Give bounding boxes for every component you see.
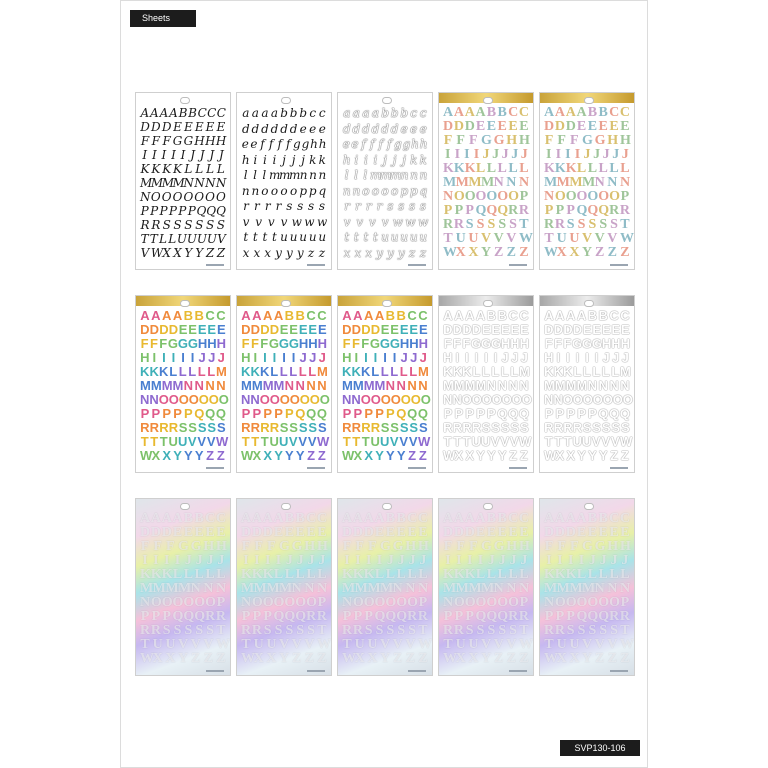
sticker-row: R R R R S S S S S xyxy=(544,420,630,435)
sticker-row: K K K L L L L L M xyxy=(241,364,328,379)
sticker-row: K K K L L L L L xyxy=(140,567,226,582)
brand-mark xyxy=(610,264,628,266)
sticker-row: P P P Q Q Q R R xyxy=(342,609,429,624)
sticker-row: W X X Y Y Y Z Z xyxy=(140,448,225,463)
sticker-letters xyxy=(140,308,229,463)
sticker-row: D D D D E E E E E xyxy=(140,322,226,337)
sticker-row: P P P Q Q Q R R xyxy=(241,609,328,624)
sticker-letters xyxy=(342,308,431,463)
sticker-row: K K K L L L L L xyxy=(443,567,529,582)
brand-mark xyxy=(206,670,224,672)
sticker-sheet[interactable] xyxy=(135,295,231,473)
sticker-row: R R S S S S S T xyxy=(443,217,529,232)
sticker-row: H I I I I I J J J xyxy=(544,350,629,365)
sticker-row: e e f f f f g g h h xyxy=(241,137,327,152)
sticker-row: R R R R S S S S S xyxy=(443,420,529,435)
sticker-row: D D D E E E E E xyxy=(140,525,226,540)
sticker-row: l l l m m m n n n xyxy=(243,168,327,183)
sticker-row: N N O O O O O O O xyxy=(443,392,532,407)
sticker-row: W X X Y Z Z Z xyxy=(544,651,630,666)
sticker-row: K K K L L L L L M xyxy=(342,364,429,379)
sticker-sheet[interactable] xyxy=(337,92,433,270)
sticker-letters xyxy=(342,511,432,666)
sticker-row: F F F G G H H xyxy=(544,539,631,554)
sticker-row: R R S S S S S T xyxy=(140,623,226,638)
sticker-row: I I I I J J J J J xyxy=(546,147,629,162)
hang-hole xyxy=(483,97,493,104)
sticker-row: A A A A B B C C xyxy=(342,511,429,526)
sticker-letters xyxy=(241,511,331,666)
sticker-row: F F F G G G H H H xyxy=(241,336,328,351)
sticker-row: W X X Y Z Z Z xyxy=(443,245,529,260)
sticker-row: A A A A B B C C xyxy=(140,308,226,323)
sticker-row: K K K L L L L L xyxy=(544,567,630,582)
sticker-letters xyxy=(140,106,226,260)
sticker-row: F F F G G H H xyxy=(241,539,328,554)
sticker-row: x x x y y y z z xyxy=(343,245,427,260)
sticker-row: A A A A B B C C xyxy=(544,105,631,120)
sticker-sheet[interactable] xyxy=(236,498,332,676)
sticker-row: W X X Y Y Y Z Z xyxy=(342,448,427,463)
sticker-row: P P P P P Q Q Q xyxy=(443,406,530,421)
sticker-row: M M M M N N N N xyxy=(342,378,428,393)
sticker-row: K K K L L L L L M xyxy=(140,364,227,379)
sticker-sheet[interactable] xyxy=(337,498,433,676)
sticker-row: I I I I J J J J J xyxy=(445,147,528,162)
sticker-row: F F F G G H H xyxy=(544,133,631,148)
sticker-row: M M M M N N N xyxy=(443,581,530,596)
sticker-row: I I I I I J J J J xyxy=(142,148,224,162)
hang-hole xyxy=(584,97,594,104)
sticker-row: F F F G G H H xyxy=(443,539,530,554)
sticker-row: K K K K L L L L xyxy=(140,162,225,176)
brand-mark xyxy=(509,467,527,469)
sticker-sheet[interactable] xyxy=(438,92,534,270)
sticker-row: M M M M N N N xyxy=(443,175,530,190)
sticker-row: T U U V V V W xyxy=(241,637,331,652)
sticker-row: T T T U U V V V W xyxy=(241,434,330,449)
sticker-row: v v v v w w w xyxy=(242,214,328,229)
sticker-row: P P P P P Q Q Q xyxy=(342,406,429,421)
sticker-letters xyxy=(241,106,327,260)
sticker-row: F F F G G H H xyxy=(443,133,530,148)
brand-mark xyxy=(509,264,527,266)
section-label: Sheets xyxy=(130,10,196,27)
sticker-row: W X X Y Z Z Z xyxy=(241,651,327,666)
sticker-row: P P P P P Q Q Q xyxy=(544,406,631,421)
sticker-row: r r r r s s s s xyxy=(344,199,426,214)
sticker-row: l l l m m m n n n xyxy=(344,168,428,183)
sticker-row: M M M M N N N N xyxy=(443,378,529,393)
sticker-row: h i i i j j j k k xyxy=(342,152,427,167)
sticker-letters xyxy=(342,106,428,260)
sticker-row: R R S S S S S S xyxy=(140,218,226,232)
sticker-row: W X X Y Y Y Z Z xyxy=(544,448,629,463)
sticker-row: N O O O O O O P xyxy=(544,189,630,204)
sticker-row: W X X Y Z Z Z xyxy=(140,651,226,666)
sticker-sheet[interactable] xyxy=(236,295,332,473)
sticker-letters xyxy=(241,308,330,463)
hang-hole xyxy=(180,97,190,104)
sticker-row: N N O O O O O O O xyxy=(342,392,431,407)
sticker-row: W X X Y Y Y Z Z xyxy=(241,448,326,463)
sticker-row: x x x y y y z z xyxy=(242,245,326,260)
hang-hole xyxy=(180,503,190,510)
sticker-row: h i i i j j j k k xyxy=(241,152,326,167)
brand-mark xyxy=(307,467,325,469)
sticker-row: M M M M N N N N xyxy=(544,378,630,393)
sticker-row: W X X Y Z Z Z xyxy=(443,651,529,666)
hang-hole xyxy=(180,300,190,307)
sticker-row: a a a a b b b c c xyxy=(242,106,326,120)
brand-mark xyxy=(206,264,224,266)
sticker-row: H I I I I I J J J xyxy=(140,350,225,365)
hang-hole xyxy=(584,300,594,307)
sticker-row: R R R R S S S S S xyxy=(342,420,428,435)
sticker-row: A A A A B B C C xyxy=(443,308,529,323)
sticker-row: F F F G G G H H H xyxy=(443,336,530,351)
sticker-row: K K K L L L L L xyxy=(342,567,428,582)
sticker-row: T U U V V V W xyxy=(443,637,533,652)
sticker-row: D D D D E E E E E xyxy=(443,322,529,337)
sticker-row: T U U V V V W xyxy=(544,231,634,246)
sticker-row: M M M M N N N N xyxy=(140,176,227,190)
sticker-row: N O O O O O O P xyxy=(544,595,630,610)
brand-mark xyxy=(408,467,426,469)
sticker-row: P P P P P Q Q Q xyxy=(140,406,227,421)
sticker-row: M M M M N N N N xyxy=(140,378,226,393)
sticker-row: A A A A B B C C C xyxy=(140,106,226,120)
sticker-row: T T T U U V V V W xyxy=(140,434,229,449)
sticker-row: P P P P P P Q Q Q xyxy=(140,204,226,218)
sticker-row: K K K L L L L L xyxy=(443,161,529,176)
sticker-row: H I I I I I J J J xyxy=(342,350,427,365)
sticker-row: D D D E E E E E xyxy=(443,119,529,134)
sticker-row: P P P Q Q Q R R xyxy=(443,203,530,218)
sticker-row: T U U V V V W xyxy=(544,637,634,652)
sticker-row: t t t t u u u u u xyxy=(344,230,428,245)
sticker-row: M M M M N N N xyxy=(544,581,631,596)
sticker-sheet[interactable] xyxy=(438,498,534,676)
sticker-row: H I I I I I J J J xyxy=(443,350,528,365)
sticker-row: M M M M N N N xyxy=(241,581,328,596)
sticker-row: A A A A B B C C xyxy=(544,308,630,323)
sticker-row: D D D E E E E E xyxy=(140,120,226,134)
sticker-row: N N O O O O O O O xyxy=(544,392,633,407)
sticker-row: A A A A B B C C xyxy=(342,308,428,323)
brand-mark xyxy=(610,670,628,672)
sticker-row: K K K L L L L L xyxy=(241,567,327,582)
sticker-row: K K K L L L L L M xyxy=(544,364,631,379)
sticker-row: P P P Q Q Q R R xyxy=(443,609,530,624)
sticker-row: A A A A B B C C xyxy=(140,511,227,526)
sticker-letters xyxy=(140,511,230,666)
sticker-row: F F F G G H H H xyxy=(140,134,227,148)
hang-hole xyxy=(483,300,493,307)
sticker-row: D D D E E E E E xyxy=(342,525,428,540)
sticker-row: d d d d d d e e e xyxy=(241,121,326,136)
sticker-letters xyxy=(443,308,532,463)
sticker-row: F F F G G G H H H xyxy=(342,336,429,351)
sticker-row: N O O O O O O P xyxy=(241,595,327,610)
sticker-row: D D D D E E E E E xyxy=(241,322,327,337)
sticker-row: n n o o o o p p q xyxy=(342,183,428,198)
sticker-sheet-grid xyxy=(135,92,635,676)
sticker-row: T T T U U V V V W xyxy=(342,434,431,449)
sticker-row: V W X X Y Y Z Z xyxy=(140,246,226,260)
sticker-row: I I I I J J J J xyxy=(243,553,326,568)
brand-mark xyxy=(307,670,325,672)
sticker-letters xyxy=(443,105,533,260)
sticker-row: R R S S S S S T xyxy=(544,217,630,232)
sticker-row: N O O O O O O P xyxy=(443,189,529,204)
sticker-row: F F F G G G H H H xyxy=(544,336,631,351)
sticker-row: d d d d d d e e e xyxy=(342,121,427,136)
sticker-row: T T L L U U U U V xyxy=(140,232,226,246)
sticker-row: A A A A B B C C xyxy=(241,308,327,323)
sticker-row: M M M M N N N xyxy=(342,581,429,596)
sticker-row: I I I I J J J J xyxy=(445,553,528,568)
sticker-row: W X X Y Z Z Z xyxy=(544,245,630,260)
sticker-row: N O O O O O O P xyxy=(342,595,428,610)
sticker-row: R R S S S S S T xyxy=(443,623,529,638)
sticker-row: T U U V V V W xyxy=(140,637,230,652)
hang-hole xyxy=(281,503,291,510)
sticker-row: N O O O O O O P xyxy=(140,595,226,610)
sticker-row: t t t t u u u u u xyxy=(243,230,327,245)
sticker-row: K K K L L L L L xyxy=(544,161,630,176)
sticker-sheet[interactable] xyxy=(539,92,635,270)
sticker-sheet[interactable] xyxy=(539,498,635,676)
sticker-row: D D D D E E E E E xyxy=(342,322,428,337)
hang-hole xyxy=(584,503,594,510)
sticker-sheet[interactable] xyxy=(539,295,635,473)
brand-mark xyxy=(307,264,325,266)
sticker-row: F F F G G H H xyxy=(342,539,429,554)
brand-mark xyxy=(206,467,224,469)
hang-hole xyxy=(483,503,493,510)
sticker-sheet[interactable] xyxy=(337,295,433,473)
sticker-row: D D D E E E E E xyxy=(241,525,327,540)
sticker-row: N N O O O O O O O xyxy=(241,392,330,407)
sticker-row: P P P Q Q Q R R xyxy=(544,609,631,624)
sticker-row: D D D E E E E E xyxy=(544,119,630,134)
sticker-letters xyxy=(544,308,633,463)
sticker-row: N O O O O O O P xyxy=(443,595,529,610)
sticker-row: R R S S S S S T xyxy=(241,623,327,638)
sticker-row: I I I I J J J J xyxy=(546,553,629,568)
brand-mark xyxy=(408,264,426,266)
sticker-sheet[interactable] xyxy=(135,498,231,676)
sticker-row: H I I I I I J J J xyxy=(241,350,326,365)
sticker-row: T U U V V V W xyxy=(342,637,432,652)
sticker-row: A A A A B B C C xyxy=(241,511,328,526)
brand-mark xyxy=(509,670,527,672)
sticker-row: R R R R S S S S S xyxy=(241,420,327,435)
sticker-row: P P P Q Q Q R R xyxy=(140,609,227,624)
sticker-row: N O O O O O O O xyxy=(140,190,226,204)
sticker-row: I I I I J J J J xyxy=(344,553,427,568)
sticker-sheet[interactable] xyxy=(135,92,231,270)
sticker-row: F F F G G H H xyxy=(140,539,227,554)
hang-hole xyxy=(382,503,392,510)
hang-hole xyxy=(382,300,392,307)
sticker-row: T U U V V V W xyxy=(443,231,533,246)
sticker-row: R R R R S S S S S xyxy=(140,420,226,435)
sticker-row: R R S S S S S T xyxy=(342,623,428,638)
brand-mark xyxy=(610,467,628,469)
sticker-row: T T T U U V V V W xyxy=(443,434,532,449)
sticker-row: M M M M N N N xyxy=(544,175,631,190)
sticker-row: n n o o o o p p q xyxy=(241,183,327,198)
hang-hole xyxy=(281,97,291,104)
sticker-row: A A A A B B C C xyxy=(443,105,530,120)
brand-mark xyxy=(408,670,426,672)
sticker-row: A A A A B B C C xyxy=(443,511,530,526)
sticker-row: N N O O O O O O O xyxy=(140,392,229,407)
sticker-row: A A A A B B C C xyxy=(544,511,631,526)
hang-hole xyxy=(382,97,392,104)
sticker-row: K K K L L L L L M xyxy=(443,364,530,379)
sticker-letters xyxy=(544,105,634,260)
sticker-row: D D D D E E E E E xyxy=(544,322,630,337)
sticker-row: r r r r s s s s xyxy=(243,199,325,214)
sticker-row: P P P P P Q Q Q xyxy=(241,406,328,421)
sticker-letters xyxy=(544,511,634,666)
sticker-row: M M M M N N N xyxy=(140,581,227,596)
sticker-row: v v v v w w w xyxy=(343,214,429,229)
sticker-row: T T T U U V V V W xyxy=(544,434,633,449)
sticker-sheet[interactable] xyxy=(438,295,534,473)
product-code: SVP130-106 xyxy=(560,740,640,756)
sticker-sheet[interactable] xyxy=(236,92,332,270)
sticker-row: e e f f f f g g h h xyxy=(342,137,428,152)
sticker-row: W X X Y Y Y Z Z xyxy=(443,448,528,463)
sticker-row: a a a a b b b c c xyxy=(343,106,427,120)
sticker-row: W X X Y Z Z Z xyxy=(342,651,428,666)
hang-hole xyxy=(281,300,291,307)
sticker-row: F F F G G G H H H xyxy=(140,336,227,351)
sticker-row: P P P Q Q Q R R xyxy=(544,203,631,218)
sticker-row: D D D E E E E E xyxy=(443,525,529,540)
sticker-row: M M M M N N N N xyxy=(241,378,327,393)
sticker-letters xyxy=(443,511,533,666)
sticker-row: R R S S S S S T xyxy=(544,623,630,638)
sticker-row: D D D E E E E E xyxy=(544,525,630,540)
sticker-row: I I I I J J J J xyxy=(142,553,225,568)
